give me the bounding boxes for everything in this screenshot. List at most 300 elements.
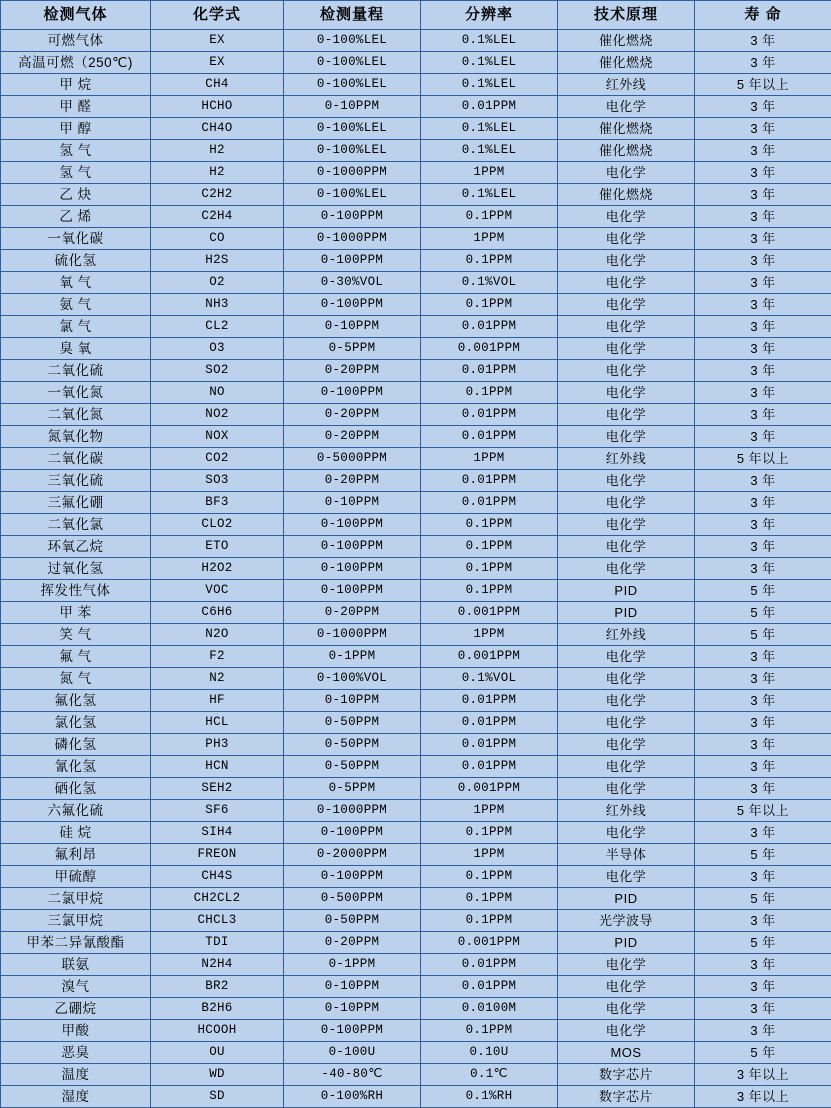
cell-formula: HF xyxy=(151,690,284,712)
cell-range: 0-5000PPM xyxy=(284,448,421,470)
column-header-lifetime: 寿 命 xyxy=(695,1,831,30)
cell-range: 0-1000PPM xyxy=(284,228,421,250)
cell-gas: 环氧乙烷 xyxy=(1,536,151,558)
cell-principle: 电化学 xyxy=(558,712,695,734)
cell-lifetime: 5 年以上 xyxy=(695,448,831,470)
cell-principle: 红外线 xyxy=(558,74,695,96)
cell-gas: 恶臭 xyxy=(1,1042,151,1064)
cell-range: 0-100PPM xyxy=(284,382,421,404)
cell-lifetime: 3 年 xyxy=(695,536,831,558)
cell-resolution: 1PPM xyxy=(421,228,558,250)
cell-gas: 六氟化硫 xyxy=(1,800,151,822)
cell-range: 0-50PPM xyxy=(284,910,421,932)
table-header xyxy=(1,1,831,30)
column-header-formula: 化学式 xyxy=(151,1,284,30)
cell-principle: 电化学 xyxy=(558,250,695,272)
cell-gas: 乙 烯 xyxy=(1,206,151,228)
cell-lifetime: 5 年 xyxy=(695,602,831,624)
cell-principle: 电化学 xyxy=(558,294,695,316)
cell-range: 0-1000PPM xyxy=(284,162,421,184)
cell-principle: MOS xyxy=(558,1042,695,1064)
cell-lifetime: 5 年 xyxy=(695,624,831,646)
table-row xyxy=(1,74,831,96)
cell-principle: 电化学 xyxy=(558,206,695,228)
cell-range: 0-100PPM xyxy=(284,866,421,888)
cell-resolution: 0.001PPM xyxy=(421,602,558,624)
cell-formula: N2H4 xyxy=(151,954,284,976)
cell-lifetime: 3 年 xyxy=(695,712,831,734)
cell-lifetime: 3 年 xyxy=(695,360,831,382)
cell-formula: EX xyxy=(151,30,284,52)
cell-lifetime: 3 年 xyxy=(695,250,831,272)
cell-formula: B2H6 xyxy=(151,998,284,1020)
cell-resolution: 0.1PPM xyxy=(421,250,558,272)
cell-resolution: 1PPM xyxy=(421,162,558,184)
cell-formula: O2 xyxy=(151,272,284,294)
cell-range: 0-20PPM xyxy=(284,602,421,624)
cell-lifetime: 3 年 xyxy=(695,998,831,1020)
cell-gas: 氰化氢 xyxy=(1,756,151,778)
cell-range: 0-100%LEL xyxy=(284,52,421,74)
table-row xyxy=(1,426,831,448)
table-row xyxy=(1,96,831,118)
table-row xyxy=(1,822,831,844)
cell-principle: 电化学 xyxy=(558,756,695,778)
table-row xyxy=(1,250,831,272)
cell-resolution: 0.1PPM xyxy=(421,536,558,558)
cell-lifetime: 3 年 xyxy=(695,866,831,888)
cell-formula: ETO xyxy=(151,536,284,558)
cell-range: 0-100%LEL xyxy=(284,184,421,206)
cell-gas: 氯 气 xyxy=(1,316,151,338)
cell-principle: PID xyxy=(558,888,695,910)
cell-lifetime: 3 年 xyxy=(695,206,831,228)
cell-formula: C2H2 xyxy=(151,184,284,206)
cell-resolution: 0.1PPM xyxy=(421,1020,558,1042)
cell-formula: SO2 xyxy=(151,360,284,382)
cell-principle: 红外线 xyxy=(558,624,695,646)
cell-principle: 催化燃烧 xyxy=(558,52,695,74)
cell-lifetime: 3 年 xyxy=(695,184,831,206)
cell-range: 0-500PPM xyxy=(284,888,421,910)
cell-principle: 电化学 xyxy=(558,668,695,690)
table-row xyxy=(1,162,831,184)
cell-lifetime: 3 年 xyxy=(695,492,831,514)
cell-lifetime: 5 年 xyxy=(695,580,831,602)
cell-lifetime: 3 年 xyxy=(695,426,831,448)
cell-formula: N2O xyxy=(151,624,284,646)
cell-range: 0-30%VOL xyxy=(284,272,421,294)
cell-principle: 催化燃烧 xyxy=(558,140,695,162)
cell-formula: FREON xyxy=(151,844,284,866)
cell-resolution: 0.10U xyxy=(421,1042,558,1064)
cell-principle: 半导体 xyxy=(558,844,695,866)
cell-principle: 电化学 xyxy=(558,96,695,118)
table-row xyxy=(1,646,831,668)
cell-gas: 磷化氢 xyxy=(1,734,151,756)
cell-resolution: 0.01PPM xyxy=(421,404,558,426)
cell-range: 0-100PPM xyxy=(284,822,421,844)
cell-range: 0-20PPM xyxy=(284,932,421,954)
cell-resolution: 0.1%RH xyxy=(421,1086,558,1108)
cell-resolution: 0.01PPM xyxy=(421,96,558,118)
table-body xyxy=(1,30,831,1108)
cell-resolution: 0.1PPM xyxy=(421,866,558,888)
cell-lifetime: 5 年以上 xyxy=(695,800,831,822)
cell-formula: SIH4 xyxy=(151,822,284,844)
cell-principle: 电化学 xyxy=(558,536,695,558)
cell-resolution: 0.1PPM xyxy=(421,910,558,932)
cell-gas: 臭 氧 xyxy=(1,338,151,360)
cell-resolution: 0.01PPM xyxy=(421,316,558,338)
cell-range: 0-100PPM xyxy=(284,250,421,272)
cell-gas: 甲 烷 xyxy=(1,74,151,96)
cell-gas: 二氧化氮 xyxy=(1,404,151,426)
cell-range: 0-10PPM xyxy=(284,690,421,712)
cell-principle: 电化学 xyxy=(558,734,695,756)
cell-formula: C2H4 xyxy=(151,206,284,228)
cell-formula: HCN xyxy=(151,756,284,778)
cell-principle: 电化学 xyxy=(558,360,695,382)
cell-lifetime: 3 年 xyxy=(695,514,831,536)
cell-resolution: 0.1PPM xyxy=(421,514,558,536)
cell-gas: 一氧化碳 xyxy=(1,228,151,250)
cell-principle: 催化燃烧 xyxy=(558,30,695,52)
table-row xyxy=(1,800,831,822)
table-row xyxy=(1,778,831,800)
column-header-principle: 技术原理 xyxy=(558,1,695,30)
cell-formula: H2O2 xyxy=(151,558,284,580)
cell-resolution: 1PPM xyxy=(421,800,558,822)
cell-resolution: 0.1PPM xyxy=(421,206,558,228)
table-row xyxy=(1,866,831,888)
cell-gas: 二氯甲烷 xyxy=(1,888,151,910)
cell-resolution: 0.01PPM xyxy=(421,470,558,492)
cell-gas: 氮氧化物 xyxy=(1,426,151,448)
cell-resolution: 0.1%LEL xyxy=(421,140,558,162)
cell-gas: 一氧化氮 xyxy=(1,382,151,404)
cell-lifetime: 5 年 xyxy=(695,844,831,866)
table-row xyxy=(1,470,831,492)
cell-formula: SEH2 xyxy=(151,778,284,800)
column-header-gas: 检测气体 xyxy=(1,1,151,30)
cell-formula: EX xyxy=(151,52,284,74)
cell-range: 0-20PPM xyxy=(284,360,421,382)
cell-gas: 氯化氢 xyxy=(1,712,151,734)
cell-gas: 高温可燃（250℃) xyxy=(1,52,151,74)
cell-resolution: 0.1PPM xyxy=(421,822,558,844)
cell-formula: SF6 xyxy=(151,800,284,822)
cell-principle: 电化学 xyxy=(558,558,695,580)
cell-lifetime: 3 年 xyxy=(695,96,831,118)
cell-resolution: 0.1%VOL xyxy=(421,272,558,294)
table-row xyxy=(1,338,831,360)
table-row xyxy=(1,1020,831,1042)
cell-lifetime: 3 年 xyxy=(695,558,831,580)
cell-range: 0-100%VOL xyxy=(284,668,421,690)
cell-principle: 电化学 xyxy=(558,690,695,712)
cell-gas: 溴气 xyxy=(1,976,151,998)
cell-resolution: 0.01PPM xyxy=(421,756,558,778)
cell-range: 0-100U xyxy=(284,1042,421,1064)
table-row xyxy=(1,184,831,206)
table-row xyxy=(1,30,831,52)
cell-gas: 笑 气 xyxy=(1,624,151,646)
cell-formula: BF3 xyxy=(151,492,284,514)
cell-resolution: 0.1%LEL xyxy=(421,184,558,206)
cell-gas: 氟 气 xyxy=(1,646,151,668)
cell-lifetime: 3 年 xyxy=(695,338,831,360)
cell-gas: 二氧化氯 xyxy=(1,514,151,536)
cell-lifetime: 3 年 xyxy=(695,228,831,250)
cell-lifetime: 3 年 xyxy=(695,734,831,756)
cell-principle: 电化学 xyxy=(558,426,695,448)
cell-formula: CH4 xyxy=(151,74,284,96)
cell-gas: 二氧化硫 xyxy=(1,360,151,382)
cell-lifetime: 5 年 xyxy=(695,888,831,910)
cell-lifetime: 3 年 xyxy=(695,822,831,844)
table-row xyxy=(1,206,831,228)
cell-principle: 电化学 xyxy=(558,866,695,888)
cell-range: 0-100PPM xyxy=(284,1020,421,1042)
cell-formula: NH3 xyxy=(151,294,284,316)
cell-range: 0-5PPM xyxy=(284,338,421,360)
cell-lifetime: 3 年 xyxy=(695,668,831,690)
cell-resolution: 1PPM xyxy=(421,844,558,866)
cell-principle: 数字芯片 xyxy=(558,1064,695,1086)
cell-range: 0-100%RH xyxy=(284,1086,421,1108)
cell-lifetime: 3 年 xyxy=(695,910,831,932)
cell-formula: HCL xyxy=(151,712,284,734)
cell-range: 0-20PPM xyxy=(284,426,421,448)
cell-range: 0-20PPM xyxy=(284,404,421,426)
cell-gas: 温度 xyxy=(1,1064,151,1086)
table-row xyxy=(1,734,831,756)
cell-principle: 电化学 xyxy=(558,998,695,1020)
table-row xyxy=(1,52,831,74)
cell-lifetime: 3 年 xyxy=(695,756,831,778)
cell-resolution: 0.1℃ xyxy=(421,1064,558,1086)
cell-lifetime: 3 年 xyxy=(695,162,831,184)
cell-principle: 数字芯片 xyxy=(558,1086,695,1108)
cell-lifetime: 3 年 xyxy=(695,778,831,800)
cell-range: 0-100PPM xyxy=(284,514,421,536)
cell-principle: 电化学 xyxy=(558,470,695,492)
cell-resolution: 0.1PPM xyxy=(421,558,558,580)
table-header-row xyxy=(1,1,831,30)
cell-formula: CHCL3 xyxy=(151,910,284,932)
cell-lifetime: 3 年 xyxy=(695,52,831,74)
cell-principle: 红外线 xyxy=(558,800,695,822)
cell-formula: C6H6 xyxy=(151,602,284,624)
cell-gas: 硫化氢 xyxy=(1,250,151,272)
cell-gas: 乙 炔 xyxy=(1,184,151,206)
cell-lifetime: 3 年 xyxy=(695,404,831,426)
cell-formula: BR2 xyxy=(151,976,284,998)
cell-range: 0-10PPM xyxy=(284,492,421,514)
cell-resolution: 0.001PPM xyxy=(421,646,558,668)
cell-principle: 电化学 xyxy=(558,382,695,404)
cell-range: 0-2000PPM xyxy=(284,844,421,866)
cell-gas: 甲苯二异氰酸酯 xyxy=(1,932,151,954)
table-row xyxy=(1,712,831,734)
cell-gas: 氟利昂 xyxy=(1,844,151,866)
cell-resolution: 0.001PPM xyxy=(421,778,558,800)
cell-formula: SD xyxy=(151,1086,284,1108)
table-row xyxy=(1,580,831,602)
cell-resolution: 0.001PPM xyxy=(421,932,558,954)
cell-formula: CO xyxy=(151,228,284,250)
cell-formula: F2 xyxy=(151,646,284,668)
cell-resolution: 0.1PPM xyxy=(421,888,558,910)
cell-gas: 硅 烷 xyxy=(1,822,151,844)
cell-principle: 电化学 xyxy=(558,778,695,800)
cell-formula: HCOOH xyxy=(151,1020,284,1042)
cell-resolution: 0.1%LEL xyxy=(421,74,558,96)
cell-gas: 氮 气 xyxy=(1,668,151,690)
cell-lifetime: 3 年 xyxy=(695,272,831,294)
cell-range: 0-100PPM xyxy=(284,294,421,316)
cell-range: 0-100%LEL xyxy=(284,118,421,140)
table-row xyxy=(1,602,831,624)
table-row xyxy=(1,976,831,998)
cell-principle: 电化学 xyxy=(558,976,695,998)
cell-formula: N2 xyxy=(151,668,284,690)
cell-gas: 氨 气 xyxy=(1,294,151,316)
table-row xyxy=(1,492,831,514)
cell-gas: 甲酸 xyxy=(1,1020,151,1042)
cell-formula: VOC xyxy=(151,580,284,602)
cell-gas: 三氯甲烷 xyxy=(1,910,151,932)
cell-lifetime: 3 年 xyxy=(695,954,831,976)
cell-resolution: 0.0100M xyxy=(421,998,558,1020)
cell-formula: NO xyxy=(151,382,284,404)
cell-range: 0-50PPM xyxy=(284,756,421,778)
cell-resolution: 0.1%LEL xyxy=(421,52,558,74)
cell-lifetime: 3 年以上 xyxy=(695,1064,831,1086)
cell-lifetime: 3 年 xyxy=(695,690,831,712)
cell-range: 0-10PPM xyxy=(284,316,421,338)
cell-gas: 甲 苯 xyxy=(1,602,151,624)
table-row xyxy=(1,382,831,404)
cell-formula: O3 xyxy=(151,338,284,360)
table-row xyxy=(1,910,831,932)
cell-principle: PID xyxy=(558,602,695,624)
cell-lifetime: 3 年 xyxy=(695,118,831,140)
cell-gas: 挥发性气体 xyxy=(1,580,151,602)
cell-principle: 电化学 xyxy=(558,514,695,536)
cell-principle: PID xyxy=(558,932,695,954)
cell-range: 0-10PPM xyxy=(284,96,421,118)
table-row xyxy=(1,844,831,866)
cell-lifetime: 3 年以上 xyxy=(695,1086,831,1108)
cell-resolution: 1PPM xyxy=(421,624,558,646)
cell-principle: 电化学 xyxy=(558,162,695,184)
cell-resolution: 0.1PPM xyxy=(421,382,558,404)
table-row xyxy=(1,932,831,954)
cell-gas: 二氧化碳 xyxy=(1,448,151,470)
cell-principle: 电化学 xyxy=(558,1020,695,1042)
cell-formula: TDI xyxy=(151,932,284,954)
table-row xyxy=(1,404,831,426)
cell-lifetime: 3 年 xyxy=(695,1020,831,1042)
cell-gas: 氢 气 xyxy=(1,140,151,162)
cell-formula: H2 xyxy=(151,140,284,162)
cell-range: 0-1PPM xyxy=(284,646,421,668)
cell-principle: 红外线 xyxy=(558,448,695,470)
table-row xyxy=(1,514,831,536)
cell-range: 0-50PPM xyxy=(284,734,421,756)
cell-range: 0-10PPM xyxy=(284,976,421,998)
table-row xyxy=(1,1086,831,1108)
table-row xyxy=(1,448,831,470)
table-row xyxy=(1,272,831,294)
cell-range: 0-5PPM xyxy=(284,778,421,800)
cell-formula: H2 xyxy=(151,162,284,184)
cell-lifetime: 3 年 xyxy=(695,470,831,492)
cell-formula: CLO2 xyxy=(151,514,284,536)
cell-principle: 电化学 xyxy=(558,954,695,976)
cell-gas: 可燃气体 xyxy=(1,30,151,52)
cell-gas: 硒化氢 xyxy=(1,778,151,800)
cell-resolution: 0.01PPM xyxy=(421,976,558,998)
cell-principle: PID xyxy=(558,580,695,602)
cell-resolution: 0.1%LEL xyxy=(421,30,558,52)
cell-resolution: 0.001PPM xyxy=(421,338,558,360)
cell-principle: 催化燃烧 xyxy=(558,118,695,140)
cell-range: 0-100PPM xyxy=(284,580,421,602)
cell-principle: 电化学 xyxy=(558,492,695,514)
table-row xyxy=(1,954,831,976)
cell-range: 0-1000PPM xyxy=(284,624,421,646)
table-row xyxy=(1,536,831,558)
cell-lifetime: 3 年 xyxy=(695,294,831,316)
cell-range: 0-10PPM xyxy=(284,998,421,1020)
cell-gas: 氧 气 xyxy=(1,272,151,294)
cell-range: 0-100%LEL xyxy=(284,74,421,96)
cell-resolution: 1PPM xyxy=(421,448,558,470)
cell-range: 0-100PPM xyxy=(284,206,421,228)
table-row xyxy=(1,558,831,580)
table-row xyxy=(1,690,831,712)
cell-gas: 三氧化硫 xyxy=(1,470,151,492)
table-row xyxy=(1,1042,831,1064)
cell-principle: 电化学 xyxy=(558,316,695,338)
cell-formula: CH4S xyxy=(151,866,284,888)
cell-principle: 催化燃烧 xyxy=(558,184,695,206)
cell-range: 0-1000PPM xyxy=(284,800,421,822)
cell-formula: CL2 xyxy=(151,316,284,338)
cell-resolution: 0.01PPM xyxy=(421,734,558,756)
cell-gas: 三氟化硼 xyxy=(1,492,151,514)
table-row xyxy=(1,316,831,338)
cell-gas: 甲 醇 xyxy=(1,118,151,140)
cell-resolution: 0.01PPM xyxy=(421,492,558,514)
cell-range: 0-100PPM xyxy=(284,558,421,580)
cell-formula: H2S xyxy=(151,250,284,272)
cell-range: 0-100%LEL xyxy=(284,30,421,52)
cell-range: 0-100PPM xyxy=(284,536,421,558)
cell-lifetime: 3 年 xyxy=(695,382,831,404)
cell-formula: NO2 xyxy=(151,404,284,426)
cell-formula: NOX xyxy=(151,426,284,448)
cell-gas: 联氨 xyxy=(1,954,151,976)
cell-resolution: 0.1PPM xyxy=(421,580,558,602)
cell-resolution: 0.01PPM xyxy=(421,690,558,712)
cell-formula: CH2CL2 xyxy=(151,888,284,910)
table-row xyxy=(1,756,831,778)
column-header-range: 检测量程 xyxy=(284,1,421,30)
